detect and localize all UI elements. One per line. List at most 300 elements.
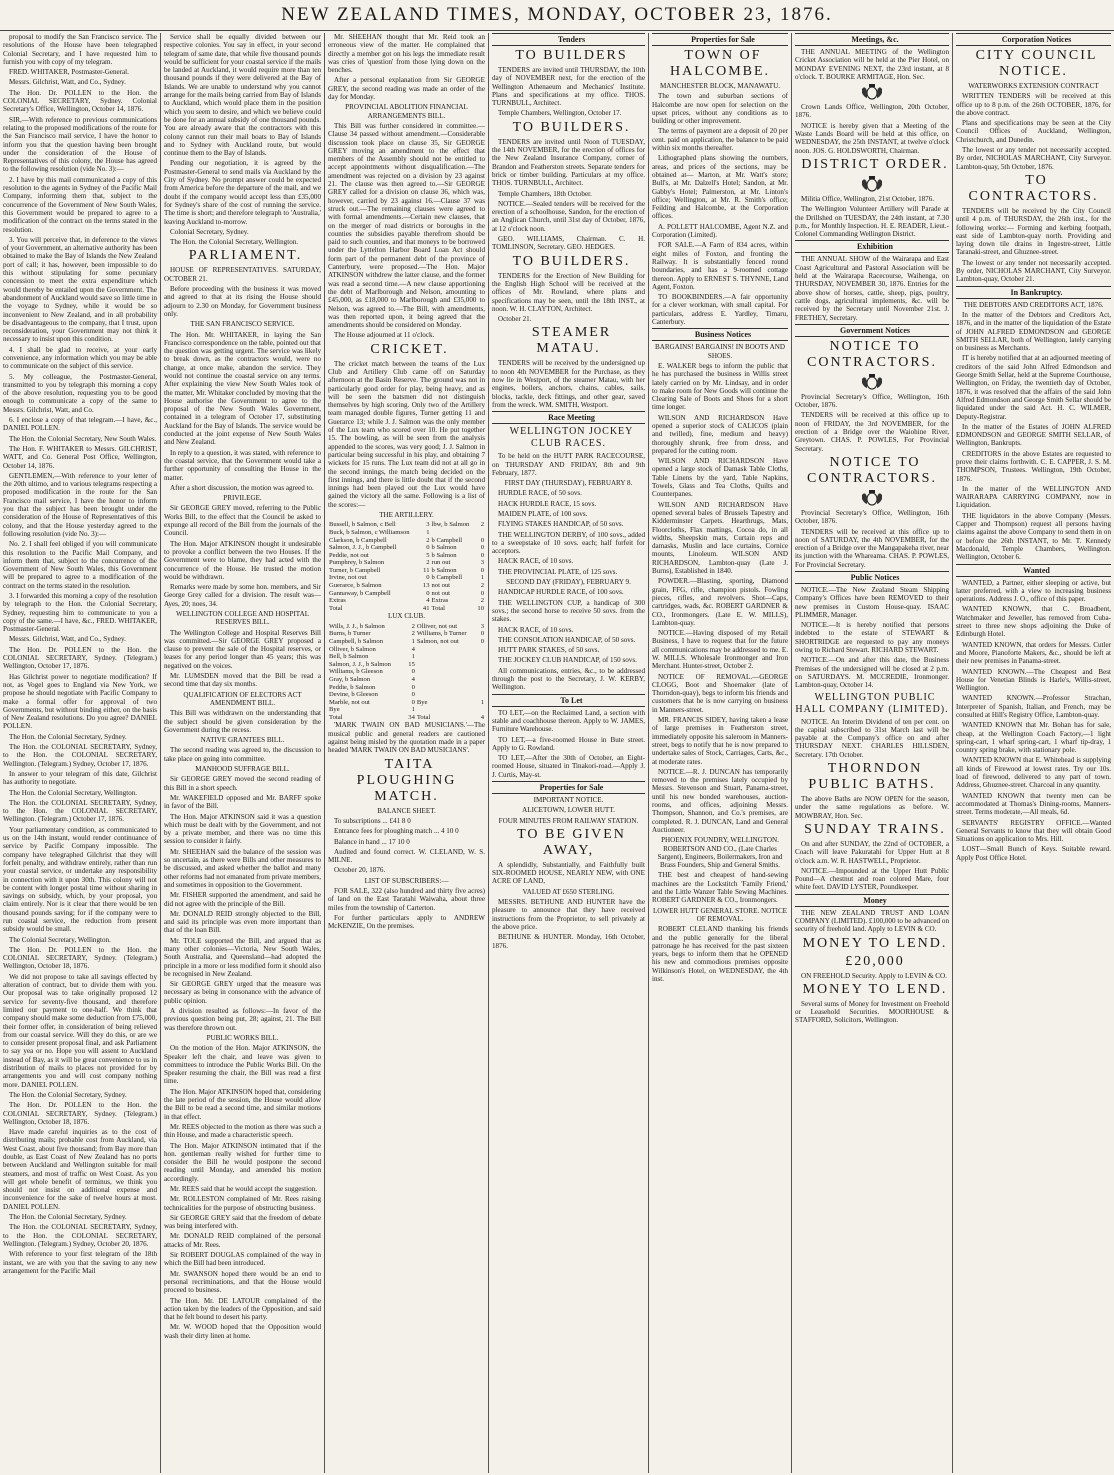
column-2 — [161, 33, 324, 1473]
advert-heading: TO BUILDERS. — [512, 253, 631, 269]
score-runs: 3 — [480, 622, 484, 630]
article-paragraph: The Hon. Major ATKINSON thought it undesirable to provoke a conflict between the two Houses. If the Government were to blame, they had acted with the concurrence of the House. He trusted the motion would be withdrawn. — [164, 539, 321, 581]
article-paragraph: NOTICE.—On and after this date, the Business Premises of the undersigned will be closed at 2 p.m. on SATURDAYS. M. MCCREDIE, Ironmonger. Lambton-quay, October 14. — [795, 656, 949, 690]
article-paragraph: NOTICE.—Having disposed of my Retail Business, I have to request that for the future all communications may be addressed to me. E. W. MILLS. Wholesale Ironmonger and Iron Merchant. Hunter-street, October 2. — [652, 629, 788, 671]
article-paragraph: Mr. W. WOOD hoped that the Opposition would wash their dirty linen at home. — [164, 1323, 321, 1340]
article-paragraph: TENDERS are invited until Noon of TUESDAY, the 14th NOVEMBER, for the erection of offices for the New Zealand Insurance Company, corner of Brandon and Featherston streets. Separate tenders for brick or timber building. Particulars at my office. THOS. TURNBULL, Architect. — [492, 137, 645, 188]
article-paragraph: Temple Chambers, Wellington, October 17. — [498, 109, 622, 118]
article-paragraph: THE ANNUAL MEETING of the Wellington Cricket Association will be held at the Pier Hotel, on MONDAY EVENING NEXT, the 23rd instant, at 8 o'clock. T. BOURKE ARMITAGE, Hon. Sec. — [795, 48, 949, 81]
score-runs — [479, 676, 485, 684]
subheading: THE SAN FRANCISCO SERVICE. — [190, 320, 295, 329]
score-batsman: b Campbell — [431, 536, 463, 544]
article-paragraph: Balance in hand ... 17 10 0 — [334, 837, 410, 846]
article-paragraph: NOTICE OF REMOVAL.—GEORGE CLOGG, Boot and Shoemaker (late of Thorndon-quay), begs to inform his friends and customers that he is now carrying on business in Manners-street. — [652, 672, 788, 714]
score-batsman: Devine, b Gleeson — [329, 691, 378, 699]
score-row — [328, 552, 485, 560]
article-paragraph: NOTICE. An Interim Dividend of ten per cent. on the capital subscribed to 31st March last will be payable at the Company's office on and after THURSDAY NEXT. CHARLES HILLSDEN, Secretary. 17th October. — [795, 717, 949, 759]
column-5 — [649, 33, 791, 1473]
score-batsman: run out — [431, 559, 451, 567]
advert-heading: DISTRICT ORDER. — [801, 156, 949, 172]
score-runs: 0 — [411, 683, 415, 691]
article-paragraph: The Hon. F. WHITAKER to Messrs. GILCHRIST, WATT, and Co. General Post Office, Wellington, October 14, 1876. — [3, 444, 157, 470]
article-paragraph: Lithographed plans showing the numbers, areas, and prices of the sections, may be obtained at— Marton, at Mr. Watt's store; Bull's, at Mr. Dalzell's Hotel; Sandon, at Mr. Gabby's Hotel; Palmerston, at Mr. Linton's office; Wellington, at Mr. R. Smith's office; Feilding and Halcombe, at the Corporation offices. — [652, 154, 788, 221]
advert-heading: CRICKET. — [370, 341, 449, 357]
score-row — [328, 691, 485, 699]
advert-heading: NOTICE TO CONTRACTORS. — [807, 454, 937, 486]
section-heading: Exhibition — [795, 240, 949, 253]
score-row — [328, 684, 485, 692]
section-heading: Money — [795, 894, 949, 907]
score-batsman: not out — [431, 582, 450, 590]
article-paragraph: The Hon. the Colonial Secretary, Wellington. — [9, 788, 138, 797]
article-paragraph: No. 2. I shall feel obliged if you will communicate this resolution to the Pacific Mail Company, and inform them that, subject to the concurrence of the Government of New South Wales, this Government will be prepared to agree to a modification of the contract on the terms stated in the resolution. — [3, 540, 157, 590]
article-paragraph: THE JOCKEY CLUB HANDICAP, of 150 sovs. — [498, 656, 637, 665]
section-heading: Public Notices — [795, 571, 949, 584]
score-batsman — [431, 529, 476, 537]
score-row — [328, 699, 485, 707]
article-paragraph: POWDER.—Blasting, sporting, Diamond grain, FFG, rifle, champion pistols. Fowling pieces, rifles, and revolvers. Shot—Caps, cartridges, wads, &c. ROBERT GARDNER & CO., Ironmongers. (Late E. W. MILLS), Lambton-quay. — [652, 577, 788, 627]
article-paragraph: E. WALKER begs to inform the public that he has purchased the business in Willis street lately carried on by Mr. Lindsay, and in order to make room for New Goods will continue the Clearing Sale of Boots and Shoes for a short time longer. — [652, 361, 788, 412]
article-paragraph: The House adjourned at 11 o'clock. — [334, 331, 435, 340]
score-batsman: Bussell, b Salmon, c Bell — [329, 521, 396, 529]
score-row — [328, 529, 485, 537]
article-paragraph: Several sums of Money for Investment on Freehold or Leasehold Securities. MOORHOUSE & STAFFORD, Solicitors, Wellington. — [795, 999, 949, 1025]
score-batsman: Olliver, not out — [416, 622, 458, 630]
article-paragraph: We did not propose to take all savings effected by alteration of contract, but to divide them with you. Our proposal was to take originally proposed 12 service for seventy-five thousand, and therefore limited our payment to one-half. We think that company should make some deduction from £75,000, their former offer, in consideration of being relieved from our coastal service. Will they do this, or are we to consider present proposal final, and ask Parliament to say yea or no. Hope you will assent to Auckland instead of Bay, as it will be great convenience to us in distribution of mails to places not provided for by arrangements you and will cost company nothing more. DANIEL POLLEN. — [3, 972, 157, 1089]
masthead-title: NEW ZEALAND TIMES, MONDAY, OCTOBER 23, 1876. — [281, 4, 833, 25]
score-batsman: b Salmon — [431, 551, 457, 559]
article-paragraph: The cricket match between the teams of the Lux Club and Artillery Club came off on Saturday afternoon at the Basin Reserve. The ground was not in particularly good order for play, being heavy, and as will be seen the batsmen did not distinguish themselves by high scoring. Only two of the Artillery team managed double figures, Turner getting 11 and Guerarce 13; while J. J. Salmon was the only member of the Lux team who scored over 10. He put together 15. The bowling, as will be seen from the analysis appended to the scores, was very good; J. J. Salmon in particular being successful in his play, and obtaining 7 wickets for 15 runs. The Lux team did not at all go in the second innings, the match being decided on the first innings, and there is little doubt that if the second innings had been played out the Lux would have gained the victory all the same. Following is a list of the scores:— — [328, 359, 485, 509]
article-paragraph: THE best and cheapest of hand-sewing machines are the Lockstitch 'Family Friend,' and the Little Wanzer Table Sewing Machines. ROBERT GARDNER & CO., Ironmongers. — [652, 871, 788, 905]
article-paragraph: TENDERS for the Erection of New Building for the English High School will be received at the offices of Mr. Rowland, where plans and specifications may be seen, until the 18th INST., at noon. W. H. CLAYTON, Architect. — [492, 271, 645, 313]
article-paragraph: The Hon. the Colonial Secretary, Sydney. — [9, 732, 127, 741]
score-batsman: Buck, b Salmon, c Williamson — [329, 528, 410, 536]
score-runs: 2 — [480, 597, 484, 605]
score-row — [328, 590, 485, 598]
advert-heading: PARLIAMENT. — [188, 248, 303, 264]
article-paragraph: GEO. WILLIAMS, Chairman. C. H. TOMLINSON, Secretary. GEO. HEDGES. — [492, 235, 645, 252]
article-paragraph: To be held on the HUTT PARK RACECOURSE, on THURSDAY AND FRIDAY, 8th and 9th February, 1877. — [492, 452, 645, 477]
article-paragraph: TO LET,—a five-roomed House in Bute street. Apply to G. Rowland. — [492, 735, 645, 752]
advert-heading: TAITA PLOUGHING MATCH. — [356, 756, 457, 804]
article-paragraph: The Hon. the Colonial Secretary, Sydney. — [9, 1090, 127, 1099]
score-runs — [479, 691, 485, 699]
subheading: BALANCE SHEET. — [377, 806, 436, 815]
article-paragraph: 6. I enclose a copy of that telegram.—I have, &c., DANIEL POLLEN. — [3, 416, 157, 433]
score-runs — [479, 646, 485, 654]
score-runs: 13 — [422, 582, 430, 590]
score-runs: 2 — [411, 622, 415, 630]
score-batsman: Irvine, not out — [329, 574, 367, 582]
article-paragraph: The Hon. the Colonial Secretary, Sydney. — [9, 1213, 127, 1222]
score-row — [328, 668, 485, 676]
score-row — [328, 567, 485, 575]
article-paragraph: NOTICE.—R. J. DUNCAN has temporarily removed to the premises lately occupied by Messrs. Stevenson and Stuart, Panama-street, until his new bonded warehouses, auction-rooms, and offices, adjoining Messrs. Thompson, Shannon, and Co.'s premises, are completed. R. J. DUNCAN, Land and General Auctioneer. — [652, 767, 788, 834]
article-paragraph: The Colonial Secretary, Wellington. — [9, 935, 111, 944]
score-runs: 11 — [423, 566, 430, 574]
score-batsman: Williams, b Turner — [416, 630, 467, 638]
article-paragraph: 3. You will perceive that, in deference to the views of your Government, an alternative authority has been obtained to make the Bay of Islands the New Zealand port of call; it has, however, been impossible to do this without stipulating for some pecuniary concession to meet the extra expenditure which would thereby be entailed upon the Government. The abandonment of Auckland would save so little time in the voyage to Sydney, while it would be so inconvenient to New Zealand, and in all probability be disadvantageous to the company, that I trust, upon reconsideration, your Government may not think it necessary to insist upon this condition. — [3, 235, 157, 344]
score-runs: 0 — [426, 574, 430, 582]
article-paragraph: TENDERS are invited until THURSDAY, the 10th day of NOVEMBER next, for the erection of the Wellington Athenaeum and Mechanics' Institute. Plans and specifications at my office. THOS. TURNBULL, Architect. — [492, 66, 645, 108]
section-heading: Corporation Notices — [956, 33, 1111, 46]
score-batsman: Clarkson, b Campbell — [329, 536, 387, 544]
article-paragraph: Messrs. Gilchrist, Watt, and Co., Sydney. — [9, 635, 126, 644]
article-paragraph: Before proceeding with the business it was moved and agreed to that at its rising the House should adjourn to 2.30 on Monday, for Government business only. — [164, 285, 321, 318]
article-paragraph: Your parliamentary condition, as communicated to us on the 14th instant, would render continuance of service by Pacific Company impossible. The company have telegraphed Gilchrist that they will forfeit penalty, and withdraw entirely, rather than run your coastal service, or undertake any responsibility in connection with it upon 30th. This colony will not be content with longer postal time without sharing in savings on subsidy, which, by your proposal, you claim entirely. Nor is it clear that there would be ten thousand pounds saving; for if the company were to run coastal service, the reduction from present subsidy would be small. — [3, 825, 157, 934]
article-paragraph: The lowest or any tender not necessarily accepted. By order, NICHOLAS MARCHANT, City Surveyor. Lambton-quay, October 21. — [956, 258, 1111, 284]
subheading: PROVINCIAL ABOLITION FINANCIAL ARRANGEMENTS BILL. — [345, 103, 468, 120]
column-4 — [489, 33, 648, 1473]
article-paragraph: TENDERS will be received at this office up to noon of FRIDAY, the 3rd NOVEMBER, for the erection of a Bridge over the Waiohine River, Greytown. CHAS. P. POWLES, For Provincial Secretary. — [795, 411, 949, 453]
article-paragraph: NOTICE.—The New Zealand Steam Shipping Company's Offices have been REMOVED to their new premises in Custom House-quay. ISAAC PLIMMER, Manager. — [795, 585, 949, 619]
article-paragraph: HURDLE RACE, of 50 sovs. — [498, 489, 582, 498]
column-7 — [953, 33, 1114, 1473]
article-paragraph: The Hon. the COLONIAL SECRETARY, Sydney, to the Hon. the COLONIAL SECRETARY, Wellington. (Telegram.) Sydney, October 17, 1876. — [3, 743, 157, 768]
article-paragraph: All communications, entries, &c., to be addressed through the post to the Secretary, J. W. KERBY, Wellington. — [492, 666, 645, 692]
article-paragraph: The Hon. the Colonial Secretary, New South Wales. — [9, 434, 157, 443]
section-heading: Wanted — [956, 564, 1111, 577]
article-paragraph: In reply to a question, it was stated, with reference to the coastal service, that the Government would take a further opportunity of consulting the House in the matter. — [164, 448, 321, 482]
score-runs: 1 — [411, 706, 415, 714]
score-row — [328, 582, 485, 590]
score-runs: 0 — [480, 637, 484, 645]
article-paragraph: Mr. SWANSON hoped there would be an end to personal recriminations, and that the House would proceed to business. — [164, 1269, 321, 1295]
article-paragraph: The second reading was agreed to, the discussion to take place on going into committee. — [164, 746, 321, 763]
cricket-scores — [328, 511, 485, 721]
article-paragraph: THE WELLINGTON DERBY, of 100 sovs., added to a sweepstake of 10 sovs. each; half forfeit for acceptors. — [492, 530, 645, 556]
article-paragraph: WILSON AND RICHARDSON Have opened several bales of Brussels Tapestry and Kidderminster Carpets. Hearthrugs, Mats, Floorcloths, Flax mattings, Cocoa do, in all widths, Sheepskin mats, Curtain reps and damasks, Muslin and lace curtains, Cornice mounts, Linoleum. WILSON AND RICHARDSON, Lambton-quay (Late J. Burns), Established in 1840. — [652, 500, 788, 576]
score-row — [328, 638, 485, 646]
article-paragraph: WANTED KNOWN that Mr. Bohan has for sale, cheap, at the Wellington Coach Factory,—1 light spring-cart, 1 wharf spring-cart, 1 wharf tip-dray, 1 country spring brake, with stationary pole. — [956, 721, 1111, 755]
article-paragraph: Mr. FISHER supported the amendment, and said he did not agree with the principle of the Bill. — [164, 891, 321, 908]
article-paragraph: Mr. TOLE supported the Bill, and argued that as many other colonies—Victoria, New South Wales, South Australia, and Queensland—had adopted the principle in a more or less modified form it should also be recognised in New Zealand. — [164, 936, 321, 978]
article-paragraph: The Hon. Major ATKINSON said it was a question which must be dealt with by the Government, and not by a private member, and there was no time this session to consider it fairly. — [164, 812, 321, 846]
article-paragraph: NOTICE.—Sealed tenders will be received for the erection of a schoolhouse, Sandon, for the erection of an Anglican Church, until 31st day of October, 1876, at 12 o'clock noon. — [492, 199, 645, 233]
article-paragraph: The terms of payment are a deposit of 20 per cent. paid on application, the balance to be paid within six months thereafter. — [652, 127, 788, 153]
article-paragraph: WANTED KNOWN, that C. Broadbent, Watchmaker and Jeweller, has removed from Cuba-street to three new shops adjoining the Duke of Edinburgh Hotel. — [956, 605, 1111, 639]
article-paragraph: Temple Chambers, 18th October. — [498, 189, 592, 198]
article-paragraph: For further particulars apply to ANDREW McKENZIE, On the premises. — [328, 913, 485, 931]
score-runs: 2 — [426, 536, 430, 544]
article-paragraph: The Hon. Dr. POLLEN to the Hon. the COLONIAL SECRETARY, Sydney. (Telegram.) Wellington, October 18, 1876. — [3, 945, 157, 971]
article-paragraph: Pending our negotiation, it is agreed by the Postmaster-General to send mails via Auckland by the City of Sydney. No prompt answer could be expected from America before the departure of the mail, and we doubt if the company would accept less than £35,000 for Sydney's share of the cost of running the service. The time is short; and therefore telegraph to 'Australia,' leaving Auckland to-morrow. — [164, 159, 321, 226]
section-heading: Tenders — [492, 33, 645, 46]
score-runs — [479, 661, 485, 669]
article-paragraph: The Wellington College and Hospital Reserves Bill was committed.—Sir GEORGE GREY proposed a clause to prevent the sale of the Hospital reserves, or leases for any period longer than 45 years; this was negatived on the voices. — [164, 628, 321, 670]
score-runs: 0 — [480, 536, 484, 544]
article-paragraph: 4. I shall be glad to receive, at your early convenience, any information which you may be able to communicate on the subject of this service. — [3, 345, 157, 371]
score-runs: 4 — [411, 675, 415, 683]
article-paragraph: With reference to your first telegram of the 18th instant, we are with you that the saving to any new arrangement for the Pacific Mail — [3, 1250, 157, 1275]
article-paragraph: WANTED KNOWN, that orders for Messrs. Cutler and Moore, Pianoforte Makers, &c., should be left at their new premises in Panama-street. — [956, 640, 1111, 666]
section-heading: To Let — [492, 694, 645, 707]
section-heading: Business Notices — [652, 328, 788, 341]
section-heading: In Bankruptcy. — [956, 286, 1111, 299]
article-paragraph: Mr. REES said that he would accept the suggestion. — [170, 1185, 317, 1193]
article-paragraph: In the matter of the Debtors and Creditors Act, 1876, and in the matter of the liquidation of the Estate of JOHN ALFRED EDMONDSON and GEORGE SMITH SELLAR, both of Wellington, lately carrying on business as Merchants. — [956, 310, 1111, 353]
article-paragraph: The Wellington Volunteer Artillery will Parade at the Drillshed on TUESDAY, the 24th instant, at 7.30 p.m., for Monthly Inspection. H. E. READER, Lieut.-Colonel Commanding Wellington District. — [795, 205, 949, 239]
score-batsman: Total — [416, 713, 431, 721]
advert-heading: TO BUILDERS. — [512, 119, 631, 135]
royal-crest-icon — [859, 175, 885, 193]
article-paragraph: TO LET,—on the Reclaimed Land, a section with stable and coachhouse thereon. Apply to W. JAMES, Furniture Warehouse. — [492, 708, 645, 734]
article-paragraph: In answer to your telegram of this date, Gilchrist has authority to negotiate. — [3, 769, 157, 787]
article-paragraph: The lowest or any tender not necessarily accepted. By order, NICHOLAS MARCHANT, City Surveyor. Lambton-quay, 5th October, 1876. — [956, 146, 1111, 171]
score-runs: 3 — [480, 559, 484, 567]
subheading: IMPORTANT NOTICE. — [533, 796, 604, 804]
score-batsman: Burns, b Turner — [329, 630, 371, 638]
article-paragraph: Mr. WAKEFIELD opposed and Mr. BARFF spoke in favor of the Bill. — [164, 793, 321, 811]
score-runs: 1 — [480, 698, 484, 706]
article-paragraph: A division resulted as follows:—In favor of the previous question being put, 28; against, 21. The Bill was therefore thrown out. — [164, 1007, 321, 1032]
article-paragraph: NOTICE is hereby given that a Meeting of the Waste Lands Board will be held at this office, on WEDNESDAY, the 25th INSTANT, at twelve o'clock noon. JOS. G. HOLDSWORTH, Chairman. — [795, 121, 949, 155]
article-paragraph: October 21. — [498, 315, 532, 324]
article-paragraph: On the motion of the Hon. Major ATKINSON, the Speaker left the chair, and leave was given to committees to introduce the Public Works Bill. On the Speaker resuming the chair, the Bill was read a first time. — [164, 1044, 321, 1086]
article-paragraph: Crown Lands Office, Wellington, 20th October, 1876. — [795, 103, 949, 120]
article-paragraph: After a personal explanation from Sir GEORGE GREY, the second reading was made an order of the day for Monday. — [328, 76, 485, 102]
article-paragraph: After a short discussion, the motion was agreed to. — [170, 483, 314, 492]
article-paragraph: proposal to modify the San Francisco service. The resolutions of the House have been telegraphed Colonial Secretary, and I have requested him to furnish you with copy of my telegram. — [3, 33, 157, 66]
article-paragraph: 2. I have by this mail communicated a copy of this resolution to the agents in Sydney of the Pacific Mail Company, informing them that, subject to the concurrence of the Government of New South Wales, this Government would be prepared to agree to a modification of the contract on the terms stated in the resolution. — [3, 175, 157, 234]
score-runs — [479, 684, 485, 692]
article-paragraph: FOR SALE, 322 (also hundred and thirty five acres) of land on the East Taratahi Waiwaha, about three miles from the township of Carterton. — [328, 887, 485, 912]
article-paragraph: WILSON AND RICHARDSON Have opened a superior stock of CALICOS (plain and twilled), fine, medium and heavy) thoroughly shrunk, free from dress, and prepared for the cutting room. — [652, 413, 788, 455]
section-heading: Government Notices — [795, 324, 949, 337]
score-runs: 5 — [426, 551, 430, 559]
advert-heading: WELLINGTON JOCKEY CLUB RACES. — [509, 426, 634, 450]
score-batsman: Turner, b Campbell — [329, 566, 381, 574]
article-paragraph: ON FREEHOLD Security. Apply to LEVIN & CO. — [801, 971, 947, 980]
score-batsman: Bell, b Salmon — [329, 653, 369, 661]
advert-heading: MONEY TO LEND. — [802, 981, 948, 997]
score-runs: 2 — [426, 559, 430, 567]
score-runs — [475, 529, 485, 537]
score-batsman: Williams, b Gleeson — [329, 668, 383, 676]
score-batsman: Total — [329, 713, 343, 721]
article-paragraph: The Hon. Dr. POLLEN to the Hon. the COLONIAL SECRETARY, Sydney. Colonial Secretary's Office, Wellington, October 14, 1876. — [3, 88, 157, 114]
article-paragraph: THE CONSOLATION HANDICAP, of 50 sovs. — [498, 635, 636, 644]
advert-heading: STEAMER MATAU. — [531, 325, 612, 357]
article-paragraph: FLYING STAKES HANDICAP, of 50 sovs. — [498, 520, 624, 529]
score-batsman: lbw, b Salmon — [431, 521, 470, 529]
score-batsman: Gray, b Salmon — [329, 675, 371, 683]
score-row — [328, 537, 485, 545]
article-paragraph: SERVANTS' REGISTRY OFFICE.—Wanted General Servants to know that they will obtain Good Situations on application to Mrs. Hill. — [956, 818, 1111, 844]
article-paragraph: Mr. SHEEHAN thought that Mr. Reid took an erroneous view of the matter. He complained that directly a member got on his legs the immediate result was cries of 'question' from those lying down on the benches. — [328, 33, 485, 75]
royal-crest-icon — [859, 83, 885, 101]
article-paragraph: The Hon. the Colonial Secretary, Wellington. — [170, 238, 299, 247]
article-paragraph: This Bill was withdrawn on the understanding that the subject should be given consideration by the Government during the recess. — [164, 709, 321, 734]
article-paragraph: SIR,—With reference to previous communications relating to the proposed modifications of the route for the San Francisco mail service, I have the honor to inform you that the question having been brought under the consideration of the House of Representatives of this colony, the House has agreed to the following resolution (vide No. 3):— — [3, 115, 157, 174]
article-paragraph: Mr. ROLLESTON complained of Mr. Rees raising technicalities for the purpose of obstructing business. — [164, 1195, 321, 1212]
score-batsman: Salmon, J. J., b Salmon — [329, 660, 391, 668]
score-batsman — [416, 676, 479, 684]
artillery-score-table — [328, 521, 485, 612]
score-runs: 0 — [426, 589, 430, 597]
article-paragraph: The town and suburban sections of Halcombe are now open for selection on the upset prices, without any conditions as to building or other improvement. — [652, 92, 788, 126]
score-batsman: Gannaway, b Campbell — [329, 589, 391, 597]
article-paragraph: TENDERS will be received at this office up to noon of SATURDAY, the 4th NOVEMBER, for the erection of a Bridge over the Mangapakeha river, near its junction with the Whareama. CHAS. P. POWLES, For Provincial Secretary. — [795, 527, 949, 569]
score-row — [328, 676, 485, 684]
article-paragraph: HACK RACE, of 10 sovs. — [498, 625, 574, 634]
article-paragraph: TENDERS will be received by the City Council until 4 p.m. of THURSDAY, the 26th inst., for the following works:— Forming and kerbing footpath, east side of Lambton-quay north. Providing and laying down tile drains in Ingestre-street, Little Taranaki-street, and Ghuznee-street. — [956, 206, 1111, 257]
score-runs: 15 — [408, 660, 415, 668]
score-batsman — [416, 646, 479, 654]
score-batsman: b Salmon — [431, 566, 457, 574]
score-batsman: Peddie, not out — [329, 551, 369, 559]
score-row — [328, 544, 485, 552]
score-runs: 0 — [480, 544, 484, 552]
advert-heading: £20,000 — [845, 953, 905, 969]
subheading: WELLINGTON COLLEGE AND HOSPITAL RESERVES BILL. — [175, 610, 310, 627]
subheading: PUBLIC WORKS BILL. — [206, 1033, 279, 1042]
artillery-heading: THE ARTILLERY. — [379, 511, 434, 520]
article-paragraph: The Hon. Dr. POLLEN to the Hon. the COLONIAL SECRETARY, Sydney. (Telegram.) Wellington, October 17, 1876. — [3, 645, 157, 671]
score-runs: 4 — [426, 597, 430, 605]
article-paragraph: Sir GEORGE GREY moved the second reading of this Bill in a short speech. — [164, 775, 321, 792]
article-paragraph: WANTED KNOWN that E. Whitehead is supplying all kinds of Firewood at lowest rates. Try our 10s. load of firewood, delivered to any part of town. Address, Ghuznee-street. Charcoal in any quantity. — [956, 756, 1111, 790]
article-paragraph: Has Gilchrist power to negotiate modification? If not, as Vogel goes to England via New York, we propose he should negotiate with Pacific Company to make a formal offer for approval of two Governments, but without binding either, on the basis of New Zealand resolutions. Do you agree? DANIEL POLLEN. — [3, 672, 157, 731]
subheading: QUALIFICATION OF ELECTORS ACT AMENDMENT BILL. — [183, 690, 302, 707]
section-heading: Properties for Sale — [492, 781, 645, 794]
article-paragraph: 5. My colleague, the Postmaster-General, transmitted to you by telegraph this morning a copy of the above resolution, requesting you to be good enough to communicate a copy of the same to Messrs. Gilchrist, Watt, and Co. — [3, 372, 157, 414]
article-paragraph: Mr. LUMSDEN moved that the Bill be read a second time that day six months. — [164, 672, 321, 689]
article-paragraph: LOST—Small Bunch of Keys. Suitable reward. Apply Post Office Hotel. — [956, 845, 1111, 862]
subheading: LIST OF SUBSCRIBERS:— — [364, 876, 449, 885]
score-runs: 10 — [477, 604, 484, 612]
score-runs — [479, 706, 485, 714]
article-paragraph: On and after SUNDAY, the 22nd of OCTOBER, a Coach will leave Pakuratahi for Upper Hutt at 8 o'clock a.m. W. R. HASTWELL, Proprietor. — [795, 839, 949, 865]
score-runs: 0 — [480, 551, 484, 559]
score-batsman: Bye — [329, 706, 340, 714]
article-paragraph: Mr. REES objected to the motion as there was such a thin House, and made a characteristic speech. — [164, 1122, 321, 1140]
subheading: NATIVE GRANTEES BILL. — [200, 736, 285, 745]
score-runs: 1 — [426, 528, 430, 536]
score-runs: 41 — [422, 604, 430, 612]
article-paragraph: Militia Office, Wellington, 21st October, 1876. — [801, 194, 935, 203]
article-paragraph: October 20, 1876. — [334, 866, 386, 875]
article-paragraph: Sir GEORGE GREY said that the freedom of debate was being interfered with. — [164, 1213, 321, 1231]
score-batsman: Total — [431, 604, 445, 612]
subheading: MANHOOD SUFFRAGE BILL. — [195, 765, 290, 774]
article-paragraph: WILSON AND RICHARDSON Have opened a large stock of Damask Table Cloths, Table Linens by the yard, Table Napkins, Towels, Glass and Tea Cloths, Quilts and Counterpanes. — [652, 457, 788, 499]
score-batsman — [416, 706, 479, 714]
score-batsman: not out — [431, 589, 450, 597]
score-batsman: Pumphrey, b Salmon — [329, 559, 385, 567]
score-batsman: Salmon, not out — [416, 637, 459, 645]
article-paragraph: Mr. DONALD REID strongly objected to the Bill, and said its principle was even more important than that of the loan Bill. — [164, 909, 321, 935]
article-paragraph: The Hon. Dr. POLLEN to the Hon. the COLONIAL SECRETARY, Sydney. (Telegram.) Wellington, October 18, 1876. — [3, 1101, 157, 1126]
score-row — [328, 559, 485, 567]
score-batsman: Guerarce, b Salmon — [329, 582, 382, 590]
advert-heading: TO BUILDERS — [515, 48, 628, 63]
article-paragraph: MAIDEN PLATE, of 100 sovs. — [498, 509, 588, 518]
subheading: WATERWORKS EXTENSION CONTRACT — [968, 82, 1099, 90]
subheading: THE DEBTORS AND CREDITORS ACT, 1876. — [963, 300, 1104, 309]
score-runs: 1 — [480, 574, 484, 582]
advert-heading: TO BE GIVEN AWAY, — [517, 826, 626, 858]
score-row — [328, 714, 485, 722]
score-runs: 0 — [480, 566, 484, 574]
article-paragraph: FOR SALE.—A Farm of 834 acres, within eight miles of Foxton, and fronting the Railway. It is substantially fenced round boundaries, and has a 9-roomed cottage thereon. Apply to ERNEST S. THYNNE, Land Agent, Foxton. — [652, 241, 788, 291]
article-paragraph: WANTED KNOWN.—Professor Strachan, Interpreter of Spanish, Italian, and French, may be consulted at Hill's Registry Office, Lambton-quay. — [956, 694, 1111, 719]
article-paragraph: ROBERT CLELAND thanking his friends and the public generally for the liberal patronage he has received for the past sixteen years, begs to inform them that he OPENED his new and commodious premises opposite Wilkinson's Hotel, on WEDNESDAY, the 4th inst. — [652, 925, 788, 983]
score-batsman — [416, 661, 479, 669]
subheading: PRIVILEGE. — [223, 494, 262, 503]
column-3 — [325, 33, 488, 1473]
section-heading: Meetings, &c. — [795, 33, 949, 46]
article-paragraph: NOTICE.—It is hereby notified that persons indebted to the estate of STEWART & SHORTRIDGE are requested to pay any moneys owing to Richard Stewart. RICHARD STEWART. — [795, 621, 949, 655]
score-batsman: Salmon, J. J., b Campbell — [329, 544, 397, 552]
score-batsman — [416, 668, 479, 676]
advert-heading: SUNDAY TRAINS. — [804, 821, 946, 837]
score-batsman: Olliver, b Salmon — [329, 645, 376, 653]
royal-crest-icon — [859, 373, 885, 391]
score-runs: 3 — [426, 521, 430, 529]
article-paragraph: HUTT PARK STAKES, of 50 sovs. — [498, 646, 600, 655]
article-paragraph: THE NEW ZEALAND TRUST AND LOAN COMPANY (LIMITED). £100,000 to be advanced on security of freehold land. Apply to LEVIN & CO. — [795, 908, 949, 934]
article-paragraph: BETHUNE & HUNTER. Monday, 16th October, 1876. — [492, 933, 645, 950]
subheading: MANCHESTER BLOCK, MANAWATU. — [659, 82, 781, 90]
column-1 — [0, 33, 160, 1473]
article-paragraph: The Hon. the COLONIAL SECRETARY, Sydney, to the Hon. the COLONIAL SECRETARY, Wellington. (Telegram.) October 17, 1876. — [3, 798, 157, 824]
article-paragraph: THE ANNUAL SHOW of the Wairarapa and East Coast Agricultural and Pastoral Association will be held at the Wairarapa Racecourse, Waihenga, on THURSDAY, NOVEMBER 30, 1876. Entries for the above show of horses, cattle, sheep, pigs, poultry, cattle dogs, agricultural implements, &c. will be received by the Secretary until November 21st. J. FRETHEY, Secretary. — [795, 255, 949, 322]
subheading: FOUR MINUTES FROM RAILWAY STATION. — [498, 816, 639, 825]
article-paragraph: TO LET,—After the 30th of October, an Eight-roomed House, situated in Tinakori-road.—Apply J. J. Curtis, May-st. — [492, 754, 645, 779]
article-paragraph: MR. FRANCIS SIDEY, having taken a lease of large premises in Featherston street, immediately opposite his saleroom in Manners-street, begs to notify that he is now prepared to undertake sales of Stock, Carriages, Carts, &c., at moderate rates. — [652, 716, 788, 766]
article-paragraph: TENDERS will be received by the undersigned up to noon 4th NOVEMBER for the Purchase, as they now lie in Westport, of the steamer Matau, with her engines, boilers, anchors, chains, cables, sails, blocks, tackle, deck fittings, and other gear, saved from the wreck. WM. SMITH, Westport. — [492, 359, 645, 409]
score-row — [328, 653, 485, 661]
article-paragraph: THE liquidators in the above Company (Messrs. Capper and Thompson) request all persons having claims against the above Company to send them in on or before the 26th INSTANT, to Mr. T. Kennedy Macdonald, Temple Chambers, Wellington. Wellington, October 6. — [956, 511, 1111, 562]
score-runs: 34 — [408, 713, 415, 721]
subheading: VALUED AT £650 STERLING. — [522, 887, 615, 896]
score-batsman: Bye — [416, 698, 428, 706]
article-paragraph: WANTED KNOWN that twenty men can be accommodated at Thomas's Dining-rooms, Manners-street. Terms moderate,—All meals, 6d. — [956, 791, 1111, 817]
article-paragraph: Sir GEORGE GREY moved, referring to the Public Works Bill, to the effect that the Council be asked to expunge all record of the Bill from the journals of the Council. — [164, 504, 321, 538]
score-runs: 0 — [480, 589, 484, 597]
article-paragraph: CREDITORS in the above Estates are requested to prove their claims forthwith. C. E. CAPPER, J. S. M. THOMPSON, Trustees. Wellington, 19th October, 1876. — [956, 449, 1111, 483]
article-paragraph: 3. I forwarded this morning a copy of the resolution by telegraph to the Hon. the Colonial Secretary, Sydney, requesting him to communicate to you a copy of the same.—I have, &c., FRED. WHITAKER, Postmaster-General. — [3, 592, 157, 634]
article-paragraph: Provincial Secretary's Office, Wellington, 16th October, 1876. — [795, 392, 949, 410]
article-paragraph: Mr. DONALD REID complained of the personal attacks of Mr. Rees. — [164, 1232, 321, 1249]
article-paragraph: HACK RACE, of 10 sovs. — [498, 557, 574, 566]
article-paragraph: HANDICAP HURDLE RACE, of 100 sovs. — [498, 588, 624, 597]
score-row — [328, 597, 485, 605]
article-paragraph: FRED. WHITAKER, Postmaster-General. — [9, 68, 129, 77]
subheading: PHOENIX FOUNDRY, WELLINGTON. ROBERTSON AND CO., (Late Charles Sargent), Engineers, Boilermakers, Iron and Brass Founders, Ship and General Smiths. — [657, 836, 783, 870]
score-batsman: Extras — [431, 597, 449, 605]
subheading: BARGAINS! BARGAINS! IN BOOTS AND SHOES. — [654, 343, 786, 360]
article-paragraph: Sir ROBERT DOUGLAS complained of the way in which the Bill had been introduced. — [164, 1251, 321, 1268]
score-row — [328, 521, 485, 529]
score-batsman — [416, 653, 479, 661]
article-paragraph: Mr. SHEEHAN said the balance of the session was so uncertain, as there were Bills and other measures to be discussed, and asked whether the ballot and many other reforms had not emanated from private members, and sometimes in opposition to the Government. — [164, 847, 321, 889]
article-paragraph: TO BOOKBINDERS.—A fair opportunity for a clever workman, with small capital. For particulars, address E. Yardley, Timaru, Canterbury. — [652, 293, 788, 327]
advert-heading: TOWN OF HALCOMBE. — [669, 48, 771, 79]
score-batsman — [416, 684, 479, 692]
article-paragraph: Messrs. Gilchrist, Watt, and Co., Sydney. — [9, 78, 126, 87]
advert-heading: MONEY TO LEND. — [802, 935, 948, 951]
advert-heading: NOTICE TO CONTRACTORS. — [807, 338, 937, 370]
score-row — [328, 661, 485, 669]
article-paragraph: Service shall be equally divided between our respective colonies. You say in effect, in your second telegram of same date, that while five thousand pounds would be sufficient for your coastal service if the mails be landed at Auckland, it would require more than ten thousand pounds if they were delivered at the Bay of Islands. We are unable to understand why you cannot arrange for the mails being carried from Bay of Islands to Auckland, which would place them in the position which you seem to desire, and which we believe could be done for an annual subsidy of one thousand pounds. You are already aware that the contractors with this colony cannot run their mail boats to Bay of Islands and to Sydney with Auckland route, but would continue them to the Bay of Islands. — [164, 33, 321, 158]
score-runs: 0 — [426, 544, 430, 552]
score-batsman: Campbell, b Salmon — [329, 637, 384, 645]
article-paragraph: THE PROVINCIAL PLATE, of 125 sovs. — [498, 567, 618, 576]
score-runs — [479, 653, 485, 661]
subheading: ALICETOWN, LOWER HUTT. — [522, 806, 615, 815]
